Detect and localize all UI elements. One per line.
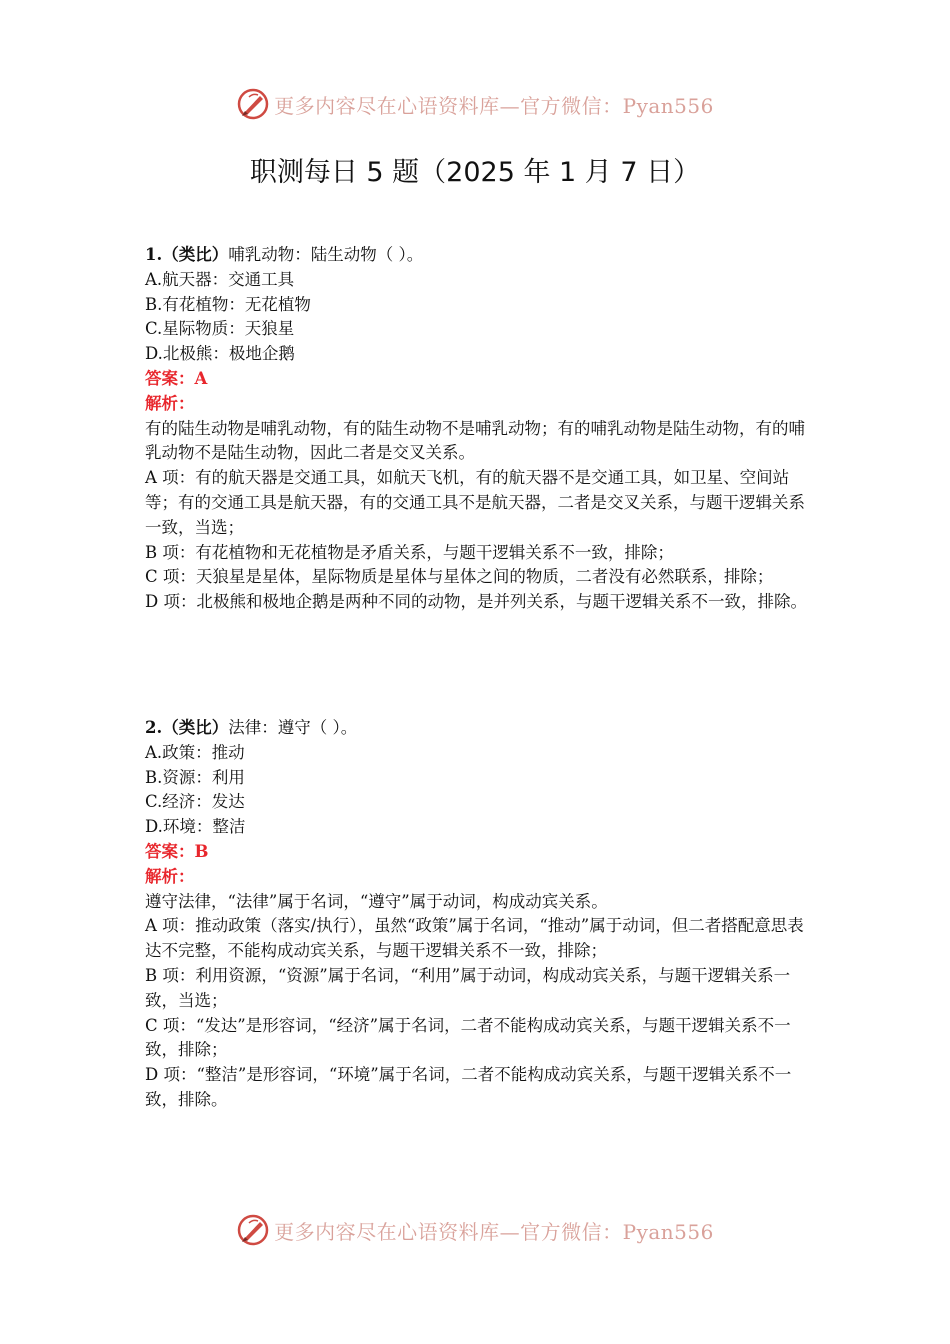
analysis-paragraph: C 项：天狼星是星体，星际物质是星体与星体之间的物质，二者没有必然联系，排除； xyxy=(145,567,774,587)
question-stem xyxy=(145,716,813,741)
option-a: A.政策：推动 xyxy=(145,742,245,762)
question-2 xyxy=(145,716,813,1113)
option-c: C.经济：发达 xyxy=(145,792,245,812)
question-1 xyxy=(145,243,813,615)
option-b: B.资源：利用 xyxy=(145,767,245,787)
page-title: 职测每日 5 题（2025 年 1 月 7 日） xyxy=(249,157,701,188)
answer-value: B xyxy=(194,841,209,861)
option-b: B.有花植物：无花植物 xyxy=(145,294,311,314)
answer-label: 答案： xyxy=(145,368,195,388)
watermark-text: 更多内容尽在心语资料库—官方微信：Pyan556 xyxy=(274,93,714,118)
answer-value: A xyxy=(194,368,208,388)
analysis-paragraph: A 项：推动政策（落实/执行），虽然“政策”属于名词，“推动”属于动词，但二者搭配意思表达不完整，不能构成动宾关系，与题干逻辑关系不一致，排除； xyxy=(145,916,804,961)
analysis-paragraph: 遵守法律，“法律”属于名词，“遵守”属于动词，构成动宾关系。 xyxy=(145,891,608,911)
pen-logo-icon xyxy=(236,87,270,121)
analysis-paragraph: B 项：有花植物和无花植物是矛盾关系，与题干逻辑关系不一致，排除； xyxy=(145,542,674,562)
pen-logo-icon xyxy=(236,1213,270,1247)
analysis-paragraph: A 项：有的航天器是交通工具，如航天飞机，有的航天器不是交通工具，如卫星、空间站等；有的交通工具是航天器，有的交通工具不是航天器，二者是交叉关系，与题干逻辑关系一致，当选； xyxy=(145,468,805,537)
question-text: 法律：遵守（ ）。 xyxy=(228,718,358,737)
option-d: D.环境：整洁 xyxy=(145,817,246,837)
answer-label: 答案： xyxy=(145,841,195,861)
analysis-paragraph: C 项：“发达”是形容词，“经济”属于名词，二者不能构成动宾关系，与题干逻辑关系不一致，排除； xyxy=(145,1015,791,1060)
question-number: 2.（类比） xyxy=(145,718,229,737)
footer-watermark xyxy=(0,1210,950,1250)
header-watermark xyxy=(0,84,950,124)
answer-line xyxy=(145,840,813,865)
question-stem xyxy=(145,243,813,268)
question-number: 1.（类比） xyxy=(145,245,229,264)
answer-line xyxy=(145,367,813,392)
analysis-label: 解析： xyxy=(145,393,195,413)
option-a: A.航天器：交通工具 xyxy=(145,269,295,289)
analysis-label: 解析： xyxy=(145,866,195,886)
analysis-paragraph: 有的陆生动物是哺乳动物，有的陆生动物不是哺乳动物；有的哺乳动物是陆生动物，有的哺乳动物不是陆生动物，因此二者是交叉关系。 xyxy=(145,418,805,463)
analysis-paragraph: D 项：北极熊和极地企鹅是两种不同的动物，是并列关系，与题干逻辑关系不一致，排除。 xyxy=(145,592,807,612)
question-text: 哺乳动物：陆生动物（ ）。 xyxy=(228,245,424,264)
analysis-paragraph: B 项：利用资源，“资源”属于名词，“利用”属于动词，构成动宾关系，与题干逻辑关系一致，当选； xyxy=(145,965,791,1010)
option-d: D.北极熊：极地企鹅 xyxy=(145,344,295,364)
analysis-paragraph: D 项：“整洁”是形容词，“环境”属于名词，二者不能构成动宾关系，与题干逻辑关系不一致，排除。 xyxy=(145,1065,792,1109)
watermark-text: 更多内容尽在心语资料库—官方微信：Pyan556 xyxy=(274,1219,714,1244)
option-c: C.星际物质：天狼星 xyxy=(145,319,295,339)
